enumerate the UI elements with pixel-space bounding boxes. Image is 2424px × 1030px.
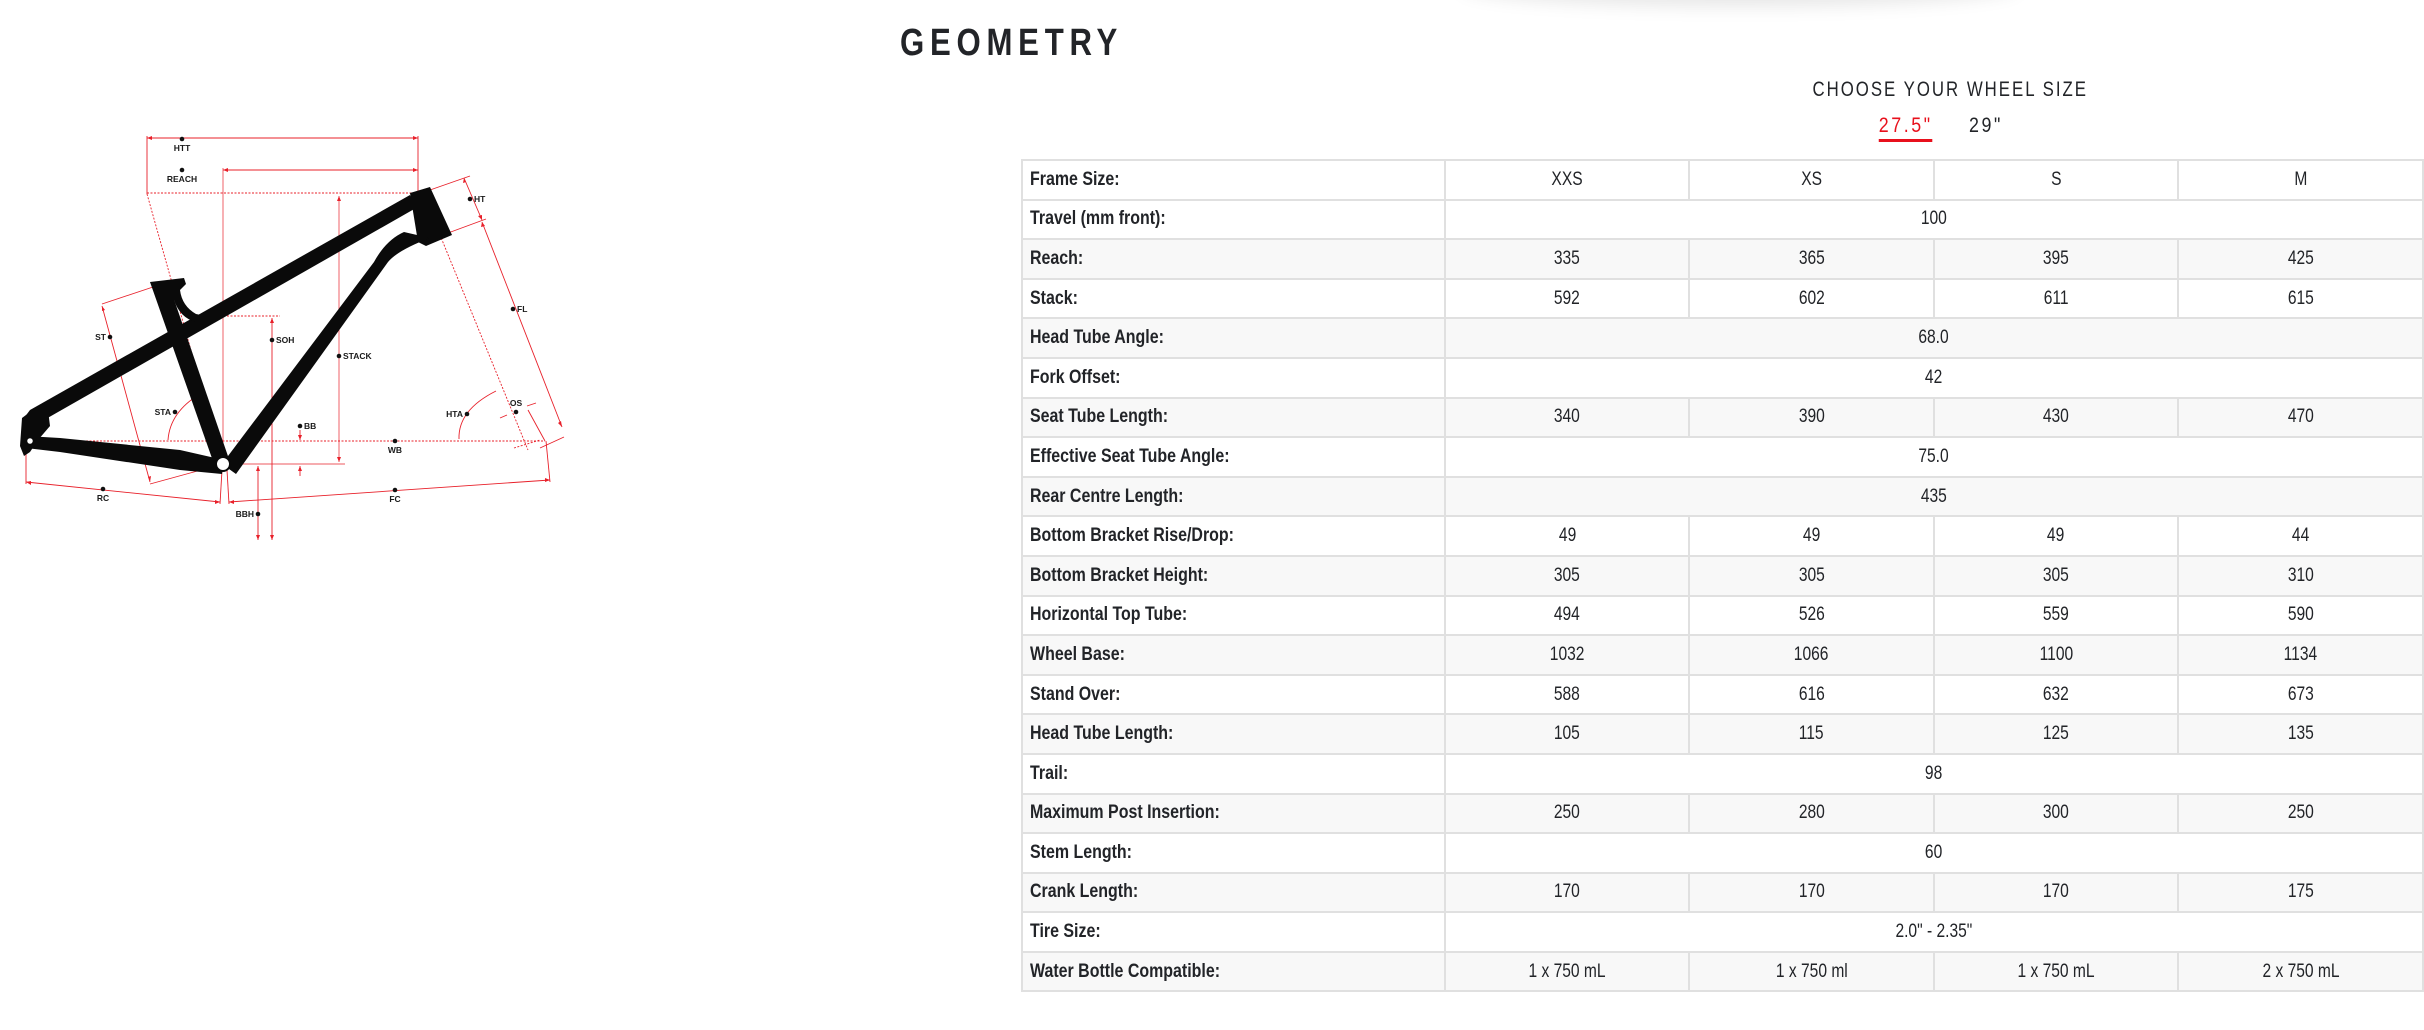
cell-value: 494 xyxy=(1554,604,1581,626)
cell-value: 170 xyxy=(1798,881,1825,903)
cell-value: 300 xyxy=(2043,802,2070,824)
table-cell xyxy=(1689,952,1933,992)
cell-value: 602 xyxy=(1798,287,1825,309)
label-fl: FL xyxy=(517,304,528,314)
wheel-size-heading: CHOOSE YOUR WHEEL SIZE xyxy=(1812,78,2088,101)
row-label xyxy=(1022,398,1445,438)
table-cell xyxy=(2178,239,2423,279)
cell-value: 135 xyxy=(2287,723,2314,745)
table-cell xyxy=(1445,398,1690,438)
label-st: ST xyxy=(95,332,106,342)
row-label-text: Tire Size: xyxy=(1030,921,1101,943)
row-label xyxy=(1022,794,1445,834)
table-cell xyxy=(1689,556,1933,596)
table-row xyxy=(1022,437,2423,477)
table-cell xyxy=(2178,675,2423,715)
label-fc: FC xyxy=(389,494,401,504)
table-cell xyxy=(1934,556,2179,596)
bottom-bracket xyxy=(216,457,230,471)
cell-value: 170 xyxy=(1554,881,1581,903)
cell-value: 49 xyxy=(1802,525,1821,547)
cell-value: 365 xyxy=(1798,247,1825,269)
table-cell xyxy=(1445,596,1690,636)
rc-dimension-line xyxy=(26,482,220,502)
row-label-text: Seat Tube Length: xyxy=(1030,406,1169,428)
table-cell xyxy=(1445,556,1690,596)
top-tube xyxy=(24,195,416,428)
cell-value: 1 x 750 mL xyxy=(1528,960,1606,982)
table-cell xyxy=(1445,714,1690,754)
label-ht: HT xyxy=(474,194,486,204)
table-row xyxy=(1022,675,2423,715)
table-cell xyxy=(2178,635,2423,675)
table-row xyxy=(1022,239,2423,279)
table-cell xyxy=(1689,160,1933,200)
label-hta: HTA xyxy=(446,409,463,419)
table-cell xyxy=(1689,873,1933,913)
os-extension xyxy=(528,410,545,441)
down-tube xyxy=(222,232,430,474)
row-label-text: Bottom Bracket Height: xyxy=(1030,564,1209,586)
table-cell xyxy=(1689,675,1933,715)
cell-value: 305 xyxy=(2043,564,2070,586)
table-row xyxy=(1022,952,2423,992)
label-wb: WB xyxy=(387,445,403,455)
table-cell xyxy=(1445,279,1690,319)
table-cell xyxy=(1934,160,2179,200)
wheel-option-29[interactable]: 29" xyxy=(1968,114,2003,137)
chain-stay xyxy=(26,436,224,474)
row-label-text: Head Tube Angle: xyxy=(1030,327,1164,349)
cell-value: 305 xyxy=(1798,564,1825,586)
label-bb: BB xyxy=(304,421,317,431)
table-row xyxy=(1022,635,2423,675)
label-bbh: BBH xyxy=(235,509,254,519)
table-cell xyxy=(2178,952,2423,992)
table-cell xyxy=(1445,635,1690,675)
table-row xyxy=(1022,160,2423,200)
row-label-text: Crank Length: xyxy=(1030,881,1139,903)
hta-arc xyxy=(459,391,496,439)
cell-value: 98 xyxy=(1925,762,1943,784)
row-label xyxy=(1022,873,1445,913)
label-soh: SOH xyxy=(276,335,295,345)
table-cell xyxy=(1934,952,2179,992)
table-cell xyxy=(1934,279,2179,319)
cell-value: 170 xyxy=(2043,881,2070,903)
bike-frame xyxy=(20,187,452,474)
table-row xyxy=(1022,477,2423,517)
label-reach: REACH xyxy=(166,174,198,184)
cell-value: 1134 xyxy=(2283,643,2318,665)
row-label xyxy=(1022,477,1445,517)
cell-value: 673 xyxy=(2287,683,2314,705)
row-label xyxy=(1022,912,1445,952)
geometry-diagram xyxy=(0,120,580,570)
label-rc: RC xyxy=(96,493,110,503)
row-label xyxy=(1022,556,1445,596)
cell-value: 590 xyxy=(2287,604,2314,626)
cell-value: 49 xyxy=(1558,525,1576,547)
cell-value: 310 xyxy=(2287,564,2314,586)
row-label-text: Trail: xyxy=(1030,762,1069,784)
wheel-option-27-5[interactable]: 27.5" xyxy=(1879,114,1933,142)
fc-left-extension xyxy=(227,470,229,504)
label-sta: STA xyxy=(154,407,171,417)
row-label xyxy=(1022,239,1445,279)
wheel-size-selector xyxy=(1450,78,2424,142)
table-cell xyxy=(1445,952,1690,992)
row-label-text: Effective Seat Tube Angle: xyxy=(1030,445,1230,467)
table-cell-all-sizes xyxy=(1445,358,2423,398)
cell-value: 125 xyxy=(2043,723,2070,745)
row-label-text: Rear Centre Length: xyxy=(1030,485,1184,507)
table-cell xyxy=(1445,160,1690,200)
table-cell xyxy=(1445,873,1690,913)
table-cell xyxy=(1689,635,1933,675)
table-row xyxy=(1022,398,2423,438)
table-cell xyxy=(1445,794,1690,834)
table-cell-all-sizes xyxy=(1445,200,2423,240)
table-cell xyxy=(1934,873,2179,913)
cell-value: S xyxy=(2050,168,2062,190)
table-row xyxy=(1022,596,2423,636)
table-cell-all-sizes xyxy=(1445,754,2423,794)
row-label xyxy=(1022,596,1445,636)
table-cell xyxy=(2178,596,2423,636)
table-cell xyxy=(1689,398,1933,438)
label-os: OS xyxy=(509,398,523,408)
row-label-text: Reach: xyxy=(1030,247,1084,269)
cell-value: 395 xyxy=(2043,247,2070,269)
table-cell xyxy=(1934,596,2179,636)
page-title: GEOMETRY xyxy=(900,22,1124,64)
table-cell xyxy=(1445,239,1690,279)
cell-value: 588 xyxy=(1554,683,1581,705)
fc-right-extension xyxy=(546,441,550,482)
row-label xyxy=(1022,437,1445,477)
ht-bottom-extension xyxy=(448,219,486,233)
table-cell xyxy=(2178,279,2423,319)
os-arrow-left xyxy=(500,415,507,418)
label-htt: HTT xyxy=(173,143,191,153)
table-row xyxy=(1022,318,2423,358)
cell-value: 105 xyxy=(1554,723,1581,745)
cell-value: 60 xyxy=(1925,841,1943,863)
row-label xyxy=(1022,952,1445,992)
cell-value: 435 xyxy=(1920,485,1947,507)
table-row xyxy=(1022,714,2423,754)
table-row xyxy=(1022,200,2423,240)
table-row xyxy=(1022,912,2423,952)
cell-value: 115 xyxy=(1799,723,1824,745)
wheel-size-options xyxy=(1450,114,2424,142)
table-cell xyxy=(1934,516,2179,556)
row-label-text: Maximum Post Insertion: xyxy=(1030,802,1220,824)
cell-value: 68.0 xyxy=(1918,327,1950,349)
row-label xyxy=(1022,160,1445,200)
table-row xyxy=(1022,873,2423,913)
cell-value: 611 xyxy=(2043,287,2069,309)
table-row xyxy=(1022,516,2423,556)
cell-value: XXS xyxy=(1551,168,1583,190)
table-cell xyxy=(1689,596,1933,636)
cell-value: 470 xyxy=(2287,406,2314,428)
table-cell xyxy=(2178,794,2423,834)
table-cell-all-sizes xyxy=(1445,318,2423,358)
table-cell xyxy=(2178,714,2423,754)
table-cell xyxy=(1934,239,2179,279)
table-row xyxy=(1022,794,2423,834)
cell-value: 526 xyxy=(1798,604,1825,626)
cell-value: 335 xyxy=(1554,247,1581,269)
table-cell xyxy=(1934,398,2179,438)
row-label-text: Stack: xyxy=(1030,287,1078,309)
table-cell xyxy=(1689,714,1933,754)
cell-value: 49 xyxy=(2047,525,2065,547)
table-cell xyxy=(1689,794,1933,834)
cell-value: 425 xyxy=(2287,247,2314,269)
cell-value: 2 x 750 mL xyxy=(2262,960,2340,982)
cell-value: 559 xyxy=(2043,604,2070,626)
cell-value: 616 xyxy=(1798,683,1825,705)
row-label xyxy=(1022,754,1445,794)
bike-frame-diagram xyxy=(0,120,580,570)
os-arrow-right xyxy=(527,403,536,406)
rear-axle xyxy=(27,438,34,445)
cell-value: 1032 xyxy=(1549,643,1585,665)
row-label-text: Water Bottle Compatible: xyxy=(1030,960,1221,982)
cell-value: 42 xyxy=(1925,366,1943,388)
cell-value: 44 xyxy=(2291,525,2310,547)
fl-dimension-line xyxy=(482,222,562,427)
cell-value: 632 xyxy=(2043,683,2070,705)
table-cell xyxy=(2178,873,2423,913)
cell-value: 1 x 750 ml xyxy=(1775,960,1848,982)
row-label xyxy=(1022,635,1445,675)
table-cell xyxy=(2178,160,2423,200)
row-label-text: Head Tube Length: xyxy=(1030,723,1174,745)
table-cell-all-sizes xyxy=(1445,912,2423,952)
table-cell xyxy=(2178,398,2423,438)
row-label-text: Stem Length: xyxy=(1030,841,1132,863)
cell-value: 75.0 xyxy=(1918,445,1950,467)
table-cell xyxy=(2178,556,2423,596)
cell-value: M xyxy=(2294,168,2308,190)
table-cell xyxy=(1689,279,1933,319)
cell-value: 100 xyxy=(1920,208,1947,230)
geometry-table-body xyxy=(1022,160,2423,991)
rc-right-extension xyxy=(220,470,222,504)
table-cell xyxy=(1934,635,2179,675)
cell-value: 1 x 750 mL xyxy=(2017,960,2095,982)
cell-value: 1066 xyxy=(1794,643,1829,665)
table-cell-all-sizes xyxy=(1445,477,2423,517)
table-row xyxy=(1022,279,2423,319)
label-stack: STACK xyxy=(343,351,372,361)
row-label-text: Bottom Bracket Rise/Drop: xyxy=(1030,525,1234,547)
cell-value: 430 xyxy=(2043,406,2070,428)
table-cell xyxy=(2178,516,2423,556)
row-label-text: Travel (mm front): xyxy=(1030,208,1166,230)
row-label xyxy=(1022,516,1445,556)
table-cell xyxy=(1934,714,2179,754)
table-row xyxy=(1022,833,2423,873)
cell-value: 592 xyxy=(1554,287,1581,309)
row-label-text: Wheel Base: xyxy=(1030,643,1125,665)
cell-value: 390 xyxy=(1798,406,1825,428)
cell-value: 305 xyxy=(1554,564,1581,586)
row-label-text: Stand Over: xyxy=(1030,683,1121,705)
row-label xyxy=(1022,833,1445,873)
row-label xyxy=(1022,318,1445,358)
cell-value: 2.0" - 2.35" xyxy=(1895,921,1973,943)
table-cell xyxy=(1689,516,1933,556)
cell-value: 250 xyxy=(1554,802,1581,824)
table-cell xyxy=(1934,675,2179,715)
row-label-text: Fork Offset: xyxy=(1030,366,1121,388)
table-cell-all-sizes xyxy=(1445,437,2423,477)
table-row xyxy=(1022,556,2423,596)
row-label xyxy=(1022,279,1445,319)
row-label xyxy=(1022,675,1445,715)
cell-value: 1100 xyxy=(2039,643,2073,665)
table-row xyxy=(1022,754,2423,794)
table-cell xyxy=(1445,675,1690,715)
geometry-table xyxy=(1021,159,2424,992)
table-row xyxy=(1022,358,2423,398)
table-cell xyxy=(1689,239,1933,279)
row-label xyxy=(1022,358,1445,398)
cell-value: 280 xyxy=(1798,802,1825,824)
table-cell-all-sizes xyxy=(1445,833,2423,873)
cell-value: 250 xyxy=(2287,802,2314,824)
row-label xyxy=(1022,714,1445,754)
row-label-text: Horizontal Top Tube: xyxy=(1030,604,1188,626)
row-label-text: Frame Size: xyxy=(1030,168,1120,190)
cell-value: 340 xyxy=(1554,406,1581,428)
table-cell xyxy=(1934,794,2179,834)
row-label xyxy=(1022,200,1445,240)
cell-value: 615 xyxy=(2287,287,2314,309)
table-cell xyxy=(1445,516,1690,556)
cell-value: XS xyxy=(1801,168,1822,190)
cell-value: 175 xyxy=(2287,881,2314,903)
